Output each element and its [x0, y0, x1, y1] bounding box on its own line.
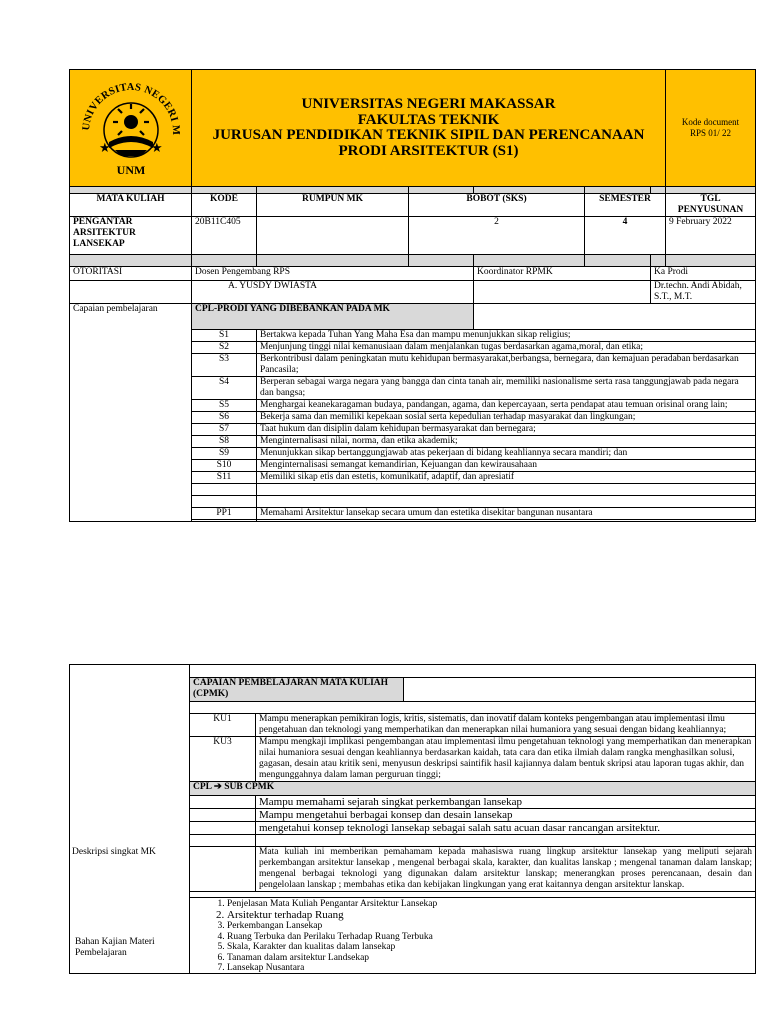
- capaian-label: Capaian pembelajaran: [70, 304, 192, 522]
- title-line: JURUSAN PENDIDIKAN TEKNIK SIPIL DAN PERENCANAAN: [212, 127, 645, 143]
- sub-cpmk-item: mengetahui konsep teknologi lansekap sebagai salah satu acuan dasar rancangan arsitektur.: [70, 822, 756, 835]
- otorisasi-row: [70, 267, 756, 281]
- pp1-text: Memahami Arsitektur lansekap secara umum dan estetika disekitar bangunan nusantara: [257, 508, 756, 520]
- otorisasi-names-row: [70, 281, 756, 304]
- col-header: RUMPUN MK: [257, 194, 409, 217]
- institution-title: [192, 70, 666, 187]
- star-icon: ★: [150, 140, 163, 155]
- cpmk-code: KU1: [190, 714, 256, 737]
- logo-ring-text: UNIVERSITAS NEGERI M: [80, 81, 181, 136]
- cpl-header-row: [70, 304, 756, 330]
- bahan-list: [190, 898, 756, 974]
- kaprodi-name: Dr.techn. Andi Abidah, S.T., M.T.: [651, 281, 756, 304]
- kode-document-cell: [666, 70, 756, 187]
- gray-spacer-row: [70, 187, 756, 194]
- koordinator-label: Koordinator RPMK: [474, 267, 651, 281]
- col-header: KODE: [192, 194, 257, 217]
- bahan-item: 1. Penjelasan Mata Kuliah Pengantar Arsitektur Lansekap: [227, 899, 752, 909]
- cpl-header: CPL-PRODI YANG DIBEBANKAN PADA MK: [192, 304, 474, 330]
- kode-document-value: RPS 01/ 22: [690, 128, 732, 138]
- course-values-row: [70, 217, 756, 255]
- rumpun-value: [257, 217, 409, 255]
- cpmk-table: [69, 664, 756, 974]
- bahan-item: 2. Arsitektur terhadap Ruang: [227, 909, 752, 921]
- col-header: MATA KULIAH: [70, 194, 192, 217]
- bahan-item: 5. Skala, Karakter dan kualitas dalam lansekap: [227, 942, 752, 952]
- kode-value: 20B11C405: [192, 217, 257, 255]
- rps-main-table: [69, 69, 756, 522]
- cpmk-text: Mampu mengkaji implikasi pengembangan atau implementasi ilmu pengetahuan teknologi yang memperhatikan dan menerapkan nilai humaniora sesuai dengan keahliannya berdasarkan kaidah, tata cara dan etika ilmiah dalam rangka menghasilkan solusi, gagasan, desain atau kritik seni, menyusun deskripsi saintifik hasil kajiannya dalam bentuk skripsi atau laporan tugas akhir, dan mengunggahnya dalam laman perguruan tinggi;: [256, 737, 756, 782]
- sub-cpmk-item: Mampu mengetahui berbagai konsep dan desain lansekap: [70, 809, 756, 822]
- pp1-code: PP1: [192, 508, 257, 520]
- title-line: UNIVERSITAS NEGERI MAKASSAR: [301, 96, 556, 112]
- empty-row: [70, 665, 756, 678]
- star-icon: ★: [98, 140, 111, 155]
- cpl-item: S7 Taat hukum dan disiplin dalam kehidupan bermasyarakat dan bernegara;: [70, 424, 756, 436]
- col-header: TGL PENYUSUNAN: [666, 194, 756, 217]
- cpmk-code: KU3: [190, 737, 256, 782]
- title-line: FAKULTAS TEKNIK: [357, 111, 500, 128]
- kaprodi-label: Ka Prodi: [651, 267, 756, 281]
- kode-document-label: Kode document: [681, 117, 740, 127]
- cpl-item: S2 Menjunjung tinggi nilai kemanusiaan dalam menjalankan tugas berdasarkan agama,moral, dan etika;: [70, 342, 756, 354]
- cpl-item: S10 Menginternalisasi semangat kemandirian, Kejuangan dan kewirausahaan: [70, 460, 756, 472]
- cpl-item: S3 Berkontribusi dalam peningkatan mutu kehidupan bermasyarakat,berbangsa, bernegara, dan kemajuan peradaban berdasarkan Pancasila;: [70, 354, 756, 377]
- bahan-item: 4. Ruang Terbuka dan Perilaku Terhadap Ruang Terbuka: [227, 932, 752, 942]
- dosen-label: Dosen Pengembang RPS: [192, 267, 474, 281]
- title-line: PRODI ARSITEKTUR (S1): [338, 142, 519, 159]
- col-header: SEMESTER: [585, 194, 666, 217]
- cpl-item: S11 Memiliki sikap etis dan estetis, komunikatif, adaptif, dan apresiatif: [70, 472, 756, 484]
- logo-cell: [70, 70, 192, 187]
- koordinator-name: [474, 281, 651, 304]
- deskripsi-text: Mata kuliah ini memberikan pemahamam kepada mahasiswa ruang lingkup arsitektur lansekap yang meliputi sejarah perkembangan arsitektur lansekap , mengenal berbagai skala, karakter, dan kualitas lanskap ; mengenal tanaman dalam lanskap; mengenal berbagai teknologi yang digunakan dalam arsitektur lanskap; menerangkan proses perencanaan, desain dan pengelolaan lanskap ; membahas etika dan kebijakan lingkungan yang erat kaitannya dengan arsitektur lanskap.: [256, 847, 756, 892]
- gray-spacer-row: [70, 255, 756, 267]
- cpl-item: S5 Menghargai keanekaragaman budaya, pandangan, agama, dan kepercayaan, serta pendapat atau temuan orisinal orang lain;: [70, 400, 756, 412]
- cpl-item: S6 Bekerja sama dan memiliki kepekaan sosial serta kepedulian terhadap masyarakat dan lingkungan;: [70, 412, 756, 424]
- unm-logo: [71, 70, 191, 182]
- dosen-name: A. YUSDY DWIASTA: [192, 281, 474, 304]
- deskripsi-label: Deskripsi singkat MK: [72, 847, 156, 857]
- cpmk-text: Mampu menerapkan pemikiran logis, kritis, sistematis, dan inovatif dalam konteks pengembangan atau implementasi ilmu pengetahuan dan teknologi yang memperhatikan dan menerapkan nilai humaniora yang sesuai dengan bidang keahliannya;: [256, 714, 756, 737]
- logo-abbr: UNM: [116, 163, 145, 177]
- sub-cpmk-header: CPL ➔ SUB CPMK: [190, 782, 756, 796]
- semester-value: 4: [585, 217, 666, 255]
- cpl-item: S9 Menunjukkan sikap bertanggungjawab atas pekerjaan di bidang keahliannya secara mandiri; dan: [70, 448, 756, 460]
- col-header: BOBOT (SKS): [409, 194, 585, 217]
- sub-cpmk-item: Mampu memahami sejarah singkat perkembangan lansekap: [70, 796, 756, 809]
- tgl-value: 9 February 2022: [666, 217, 756, 255]
- otorisasi-label: OTORITASI: [70, 267, 192, 281]
- bobot-value: 2: [409, 217, 585, 255]
- bahan-label: Bahan Kajian Materi Pembelajaran: [75, 937, 155, 958]
- bahan-item: 3. Perkembangan Lansekap: [227, 921, 752, 931]
- cpl-item: S8 Menginternalisasi nilai, norma, dan etika akademik;: [70, 436, 756, 448]
- cpl-item: S4 Berperan sebagai warga negara yang bangga dan cinta tanah air, memiliki nasionalisme serta rasa tanggungjawab pada negara dan bangsa;: [70, 377, 756, 400]
- course-header-row: [70, 194, 756, 217]
- sun-icon: [113, 104, 149, 135]
- mata-kuliah-value: PENGANTAR ARSITEKTUR LANSEKAP: [70, 217, 192, 255]
- cpmk-header: CAPAIAN PEMBELAJARAN MATA KULIAH (CPMK): [190, 678, 404, 702]
- cpl-item: S1 Bertakwa kepada Tuhan Yang Maha Esa dan mampu menunjukkan sikap religius;: [70, 330, 756, 342]
- bahan-item: 6. Tanaman dalam arsitektur Landsekap: [227, 953, 752, 963]
- bahan-item: 7. Lansekap Nusantara: [227, 963, 752, 973]
- arrow-right-icon: ➔: [213, 782, 222, 792]
